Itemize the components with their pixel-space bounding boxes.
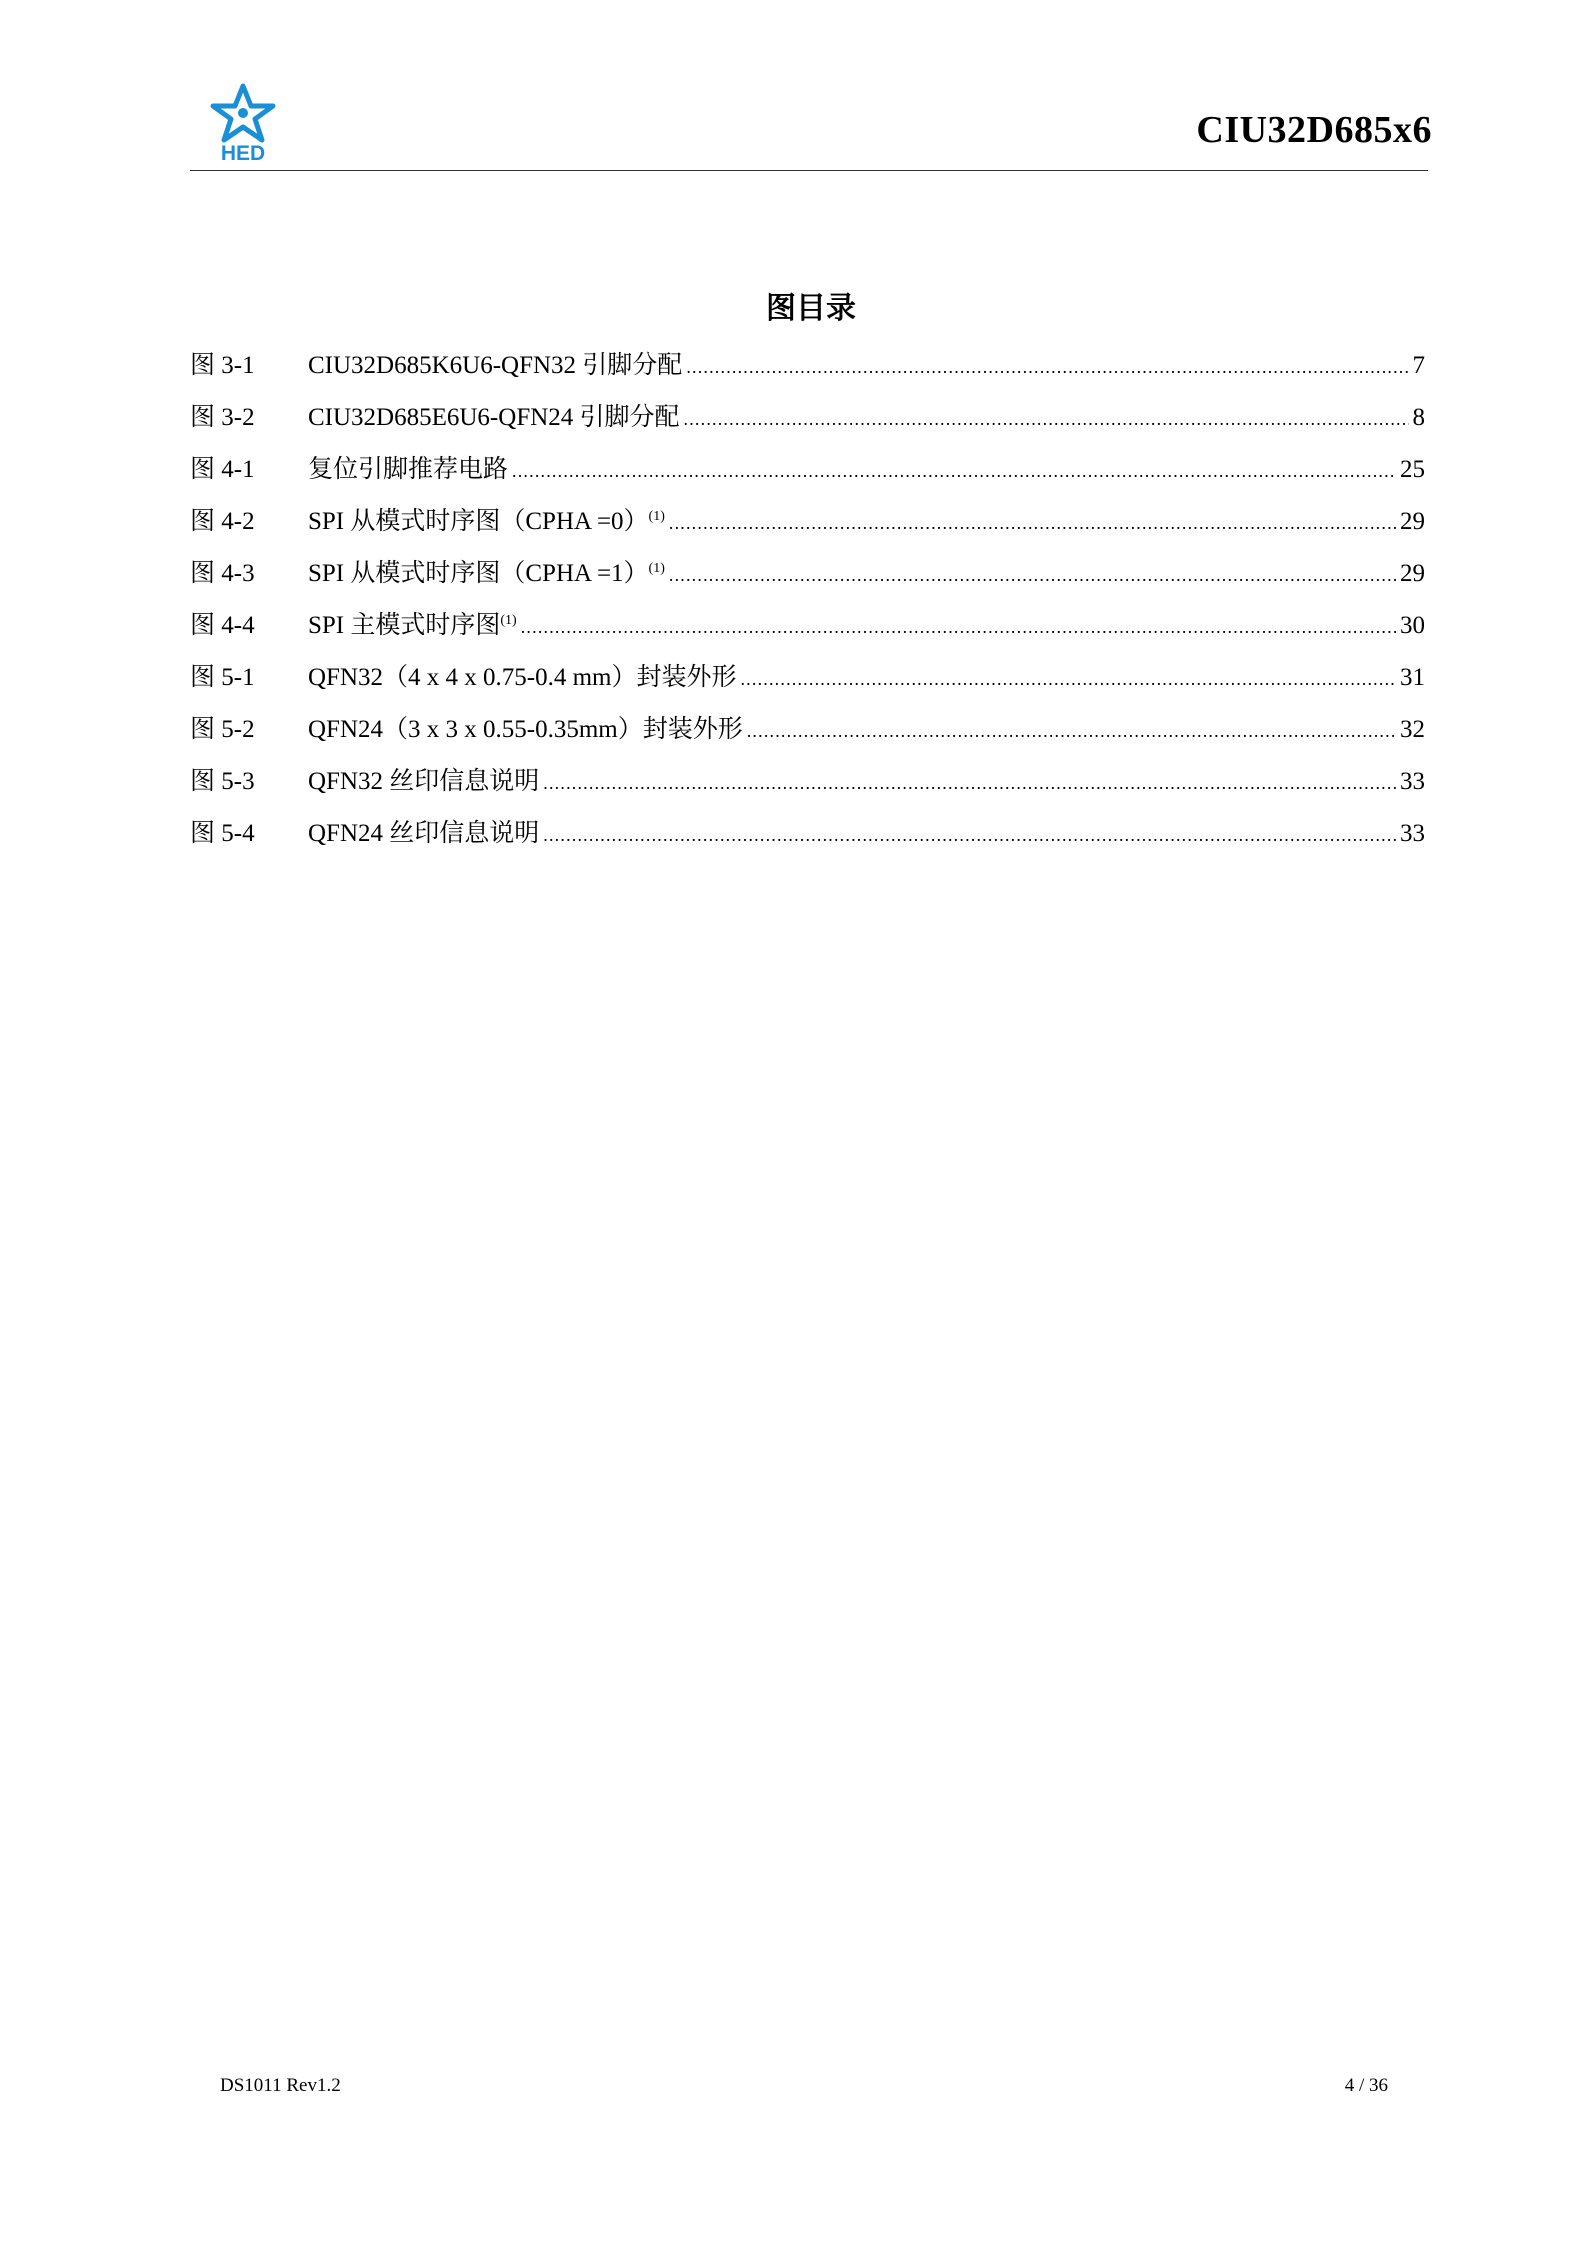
toc-entry-title-text: QFN24 丝印信息说明 <box>308 820 540 847</box>
toc-entry-title-text: CIU32D685E6U6-QFN24 引脚分配 <box>308 404 680 431</box>
toc-entry-number: 图 5-4 <box>190 820 255 847</box>
toc-entry-title <box>308 504 665 540</box>
toc-leader-dots <box>521 609 1396 645</box>
toc-entry-number: 图 3-2 <box>190 404 255 431</box>
toc-entry-page: 25 <box>1400 456 1425 483</box>
toc-leader-dots <box>669 557 1396 593</box>
toc-leader-dots <box>686 349 1408 385</box>
toc-entry[interactable] <box>190 452 1425 504</box>
toc-entry-page: 8 <box>1412 404 1425 431</box>
toc-entry-title <box>308 660 736 696</box>
toc-entry-number: 图 4-4 <box>190 612 255 639</box>
toc-entry-title-text: SPI 主模式时序图 <box>308 612 501 639</box>
toc-entry-title-text: 复位引脚推荐电路 <box>308 456 509 483</box>
toc-entry[interactable] <box>190 608 1425 660</box>
toc-entry-title <box>308 452 508 488</box>
toc-entry-title-text: QFN32 丝印信息说明 <box>308 768 540 795</box>
toc-leader-dots <box>684 401 1409 437</box>
toc-entry[interactable] <box>190 712 1425 764</box>
toc-entry-number: 图 4-2 <box>190 508 255 535</box>
header-divider <box>190 170 1428 171</box>
figure-list <box>190 348 1425 868</box>
footer-page-info: 4 / 36 <box>1344 2075 1388 2096</box>
toc-entry-title-text: QFN32（4 x 4 x 0.75-0.4 mm）封装外形 <box>308 664 737 691</box>
toc-entry-footnote-marker: (1) <box>648 509 665 524</box>
toc-entry-title <box>308 556 665 592</box>
toc-entry-title <box>308 712 743 748</box>
toc-entry[interactable] <box>190 816 1425 868</box>
toc-entry-footnote-marker: (1) <box>500 613 517 628</box>
toc-entry-page: 7 <box>1412 352 1425 379</box>
toc-entry-number: 图 5-2 <box>190 716 255 743</box>
toc-entry-title-text: SPI 从模式时序图（CPHA =1） <box>308 560 649 587</box>
toc-entry-title <box>308 816 539 852</box>
toc-entry-number: 图 4-1 <box>190 456 255 483</box>
toc-entry[interactable] <box>190 504 1425 556</box>
toc-entry[interactable] <box>190 764 1425 816</box>
toc-entry-number: 图 4-3 <box>190 560 255 587</box>
toc-leader-dots <box>512 453 1396 489</box>
document-title: CIU32D685x6 <box>1196 109 1432 151</box>
toc-entry-page: 31 <box>1400 664 1425 691</box>
toc-entry[interactable] <box>190 556 1425 608</box>
toc-entry-title-text: SPI 从模式时序图（CPHA =0） <box>308 508 649 535</box>
footer-doc-id: DS1011 Rev1.2 <box>220 2075 341 2096</box>
toc-entry-title <box>308 348 682 384</box>
toc-entry-number: 图 3-1 <box>190 352 255 379</box>
hed-logo <box>205 82 281 162</box>
toc-entry[interactable] <box>190 348 1425 400</box>
toc-leader-dots <box>543 765 1396 801</box>
toc-entry-page: 30 <box>1400 612 1425 639</box>
toc-entry-page: 33 <box>1400 768 1425 795</box>
toc-entry-footnote-marker: (1) <box>648 561 665 576</box>
toc-entry-title-text: QFN24（3 x 3 x 0.55-0.35mm）封装外形 <box>308 716 743 743</box>
toc-leader-dots <box>747 713 1396 749</box>
toc-leader-dots <box>543 817 1396 853</box>
toc-entry-page: 32 <box>1400 716 1425 743</box>
toc-entry[interactable] <box>190 400 1425 452</box>
toc-entry-title <box>308 608 517 644</box>
logo-text: HED <box>220 142 266 162</box>
toc-entry-number: 图 5-3 <box>190 768 255 795</box>
toc-entry-title <box>308 400 680 436</box>
toc-entry-title-text: CIU32D685K6U6-QFN32 引脚分配 <box>308 352 683 379</box>
toc-entry-page: 29 <box>1400 560 1425 587</box>
toc-entry-page: 33 <box>1400 820 1425 847</box>
toc-entry-number: 图 5-1 <box>190 664 255 691</box>
toc-entry[interactable] <box>190 660 1425 712</box>
toc-leader-dots <box>740 661 1396 697</box>
toc-entry-title <box>308 764 539 800</box>
toc-leader-dots <box>669 505 1396 541</box>
toc-entry-page: 29 <box>1400 508 1425 535</box>
toc-heading: 图目录 <box>766 292 856 325</box>
